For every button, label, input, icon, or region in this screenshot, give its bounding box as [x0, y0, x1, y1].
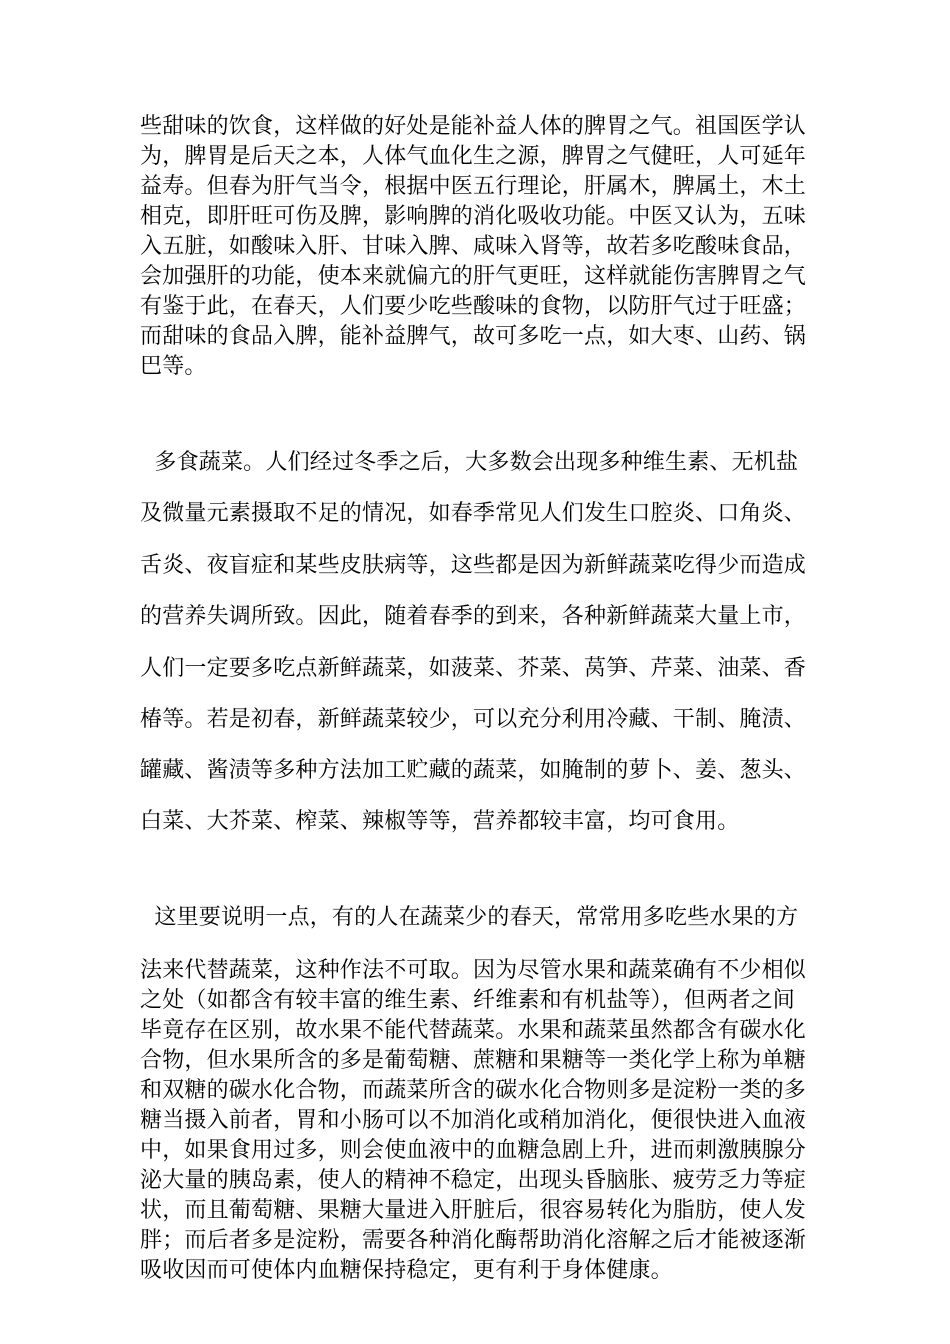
text-line: 法来代替蔬菜，这种作法不可取。因为尽管水果和蔬菜确有不少相似 [140, 958, 807, 983]
text-line: 多食蔬菜。人们经过冬季之后，大多数会出现多种维生素、无机盐 [140, 450, 799, 475]
text-line: 胖；而后者多是淀粉，需要各种消化酶帮助消化溶解之后才能被逐渐 [140, 1228, 807, 1253]
text-line: 和双糖的碳水化合物，而蔬菜所含的碳水化合物则多是淀粉一类的多 [140, 1078, 807, 1103]
text-line: 有鉴于此，在春天，人们要少吃些酸味的食物，以防肝气过于旺盛； [140, 294, 807, 319]
text-line: 些甜味的饮食，这样做的好处是能补益人体的脾胃之气。祖国医学认 [140, 114, 807, 139]
text-line: 糖当摄入前者，胃和小肠可以不加消化或稍加消化，便很快进入血液 [140, 1108, 807, 1133]
text-line: 及微量元素摄取不足的情况，如春季常见人们发生口腔炎、口角炎、 [140, 501, 807, 526]
text-line: 吸收因而可使体内血糖保持稳定，更有利于身体健康。 [140, 1258, 673, 1283]
text-line: 而甜味的食品入脾，能补益脾气，故可多吃一点，如大枣、山药、锅 [140, 324, 807, 349]
text-line: 益寿。但春为肝气当令，根据中医五行理论，肝属木，脾属土，木土 [140, 174, 807, 199]
text-line: 舌炎、夜盲症和某些皮肤病等，这些都是因为新鲜蔬菜吃得少而造成 [140, 553, 807, 578]
text-line: 泌大量的胰岛素，使人的精神不稳定，出现头昏脑胀、疲劳乏力等症 [140, 1168, 807, 1193]
text-line: 毕竟存在区别，故水果不能代替蔬菜。水果和蔬菜虽然都含有碳水化 [140, 1018, 807, 1043]
text-line: 白菜、大芥菜、榨菜、辣椒等等，营养都较丰富，均可食用。 [140, 809, 740, 834]
text-line: 会加强肝的功能，使本来就偏亢的肝气更旺，这样就能伤害脾胃之气 [140, 264, 807, 289]
text-line: 的营养失调所致。因此，随着春季的到来，各种新鲜蔬菜大量上市， [140, 604, 807, 629]
text-line: 为，脾胃是后天之本，人体气血化生之源，脾胃之气健旺，人可延年 [140, 144, 807, 169]
text-line: 椿等。若是初春，新鲜蔬菜较少，可以充分利用冷藏、干制、腌渍、 [140, 707, 807, 732]
text-line: 巴等。 [140, 354, 207, 379]
text-line: 相克，即肝旺可伤及脾，影响脾的消化吸收功能。中医又认为，五味 [140, 204, 807, 229]
text-line: 中，如果食用过多，则会使血液中的血糖急剧上升，进而刺激胰腺分 [140, 1138, 807, 1163]
text-line: 这里要说明一点，有的人在蔬菜少的春天，常常用多吃些水果的方 [140, 905, 799, 930]
text-line: 之处（如都含有较丰富的维生素、纤维素和有机盐等），但两者之间 [140, 988, 796, 1013]
text-line: 人们一定要多吃点新鲜蔬菜，如菠菜、芥菜、莴笋、芹菜、油菜、香 [140, 656, 807, 681]
text-line: 合物，但水果所含的多是葡萄糖、蔗糖和果糖等一类化学上称为单糖 [140, 1048, 807, 1073]
text-line: 入五脏，如酸味入肝、甘味入脾、咸味入肾等，故若多吃酸味食品， [140, 234, 807, 259]
text-line: 状，而且葡萄糖、果糖大量进入肝脏后，很容易转化为脂肪，使人发 [140, 1198, 807, 1223]
text-line: 罐藏、酱渍等多种方法加工贮藏的蔬菜，如腌制的萝卜、姜、葱头、 [140, 758, 807, 783]
